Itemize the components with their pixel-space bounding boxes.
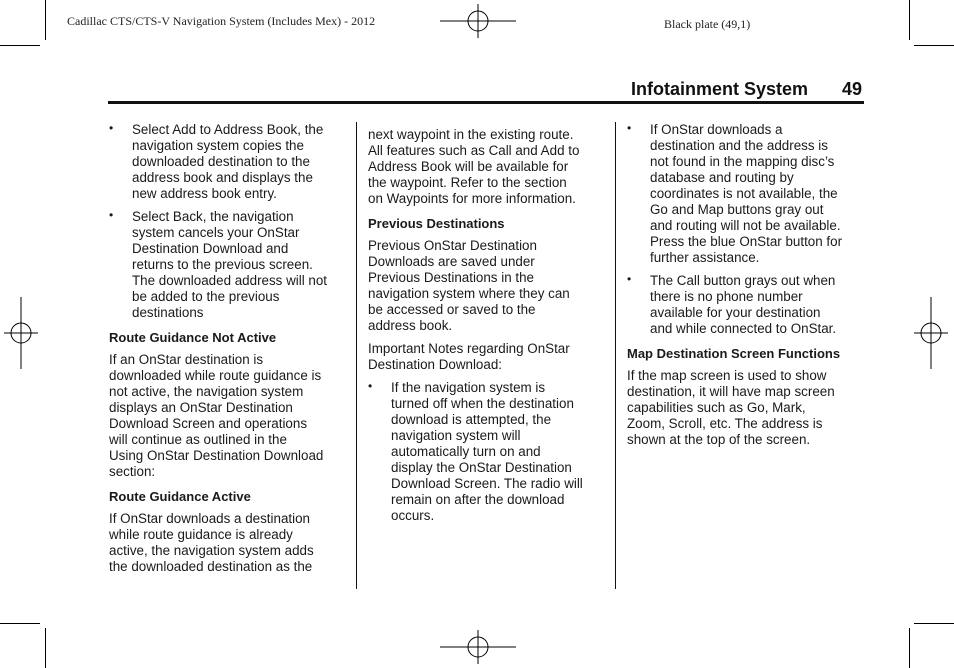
paragraph [109,352,349,480]
list-item [627,122,867,266]
subheading: Route Guidance Active [109,489,251,504]
crop-mark [0,623,40,624]
paragraph [109,511,349,575]
text-line: If OnStar downloads a [650,122,783,137]
column-divider [615,122,616,589]
text-line: system cancels your OnStar [132,225,300,240]
text-line: Select Back, the navigation [132,209,294,224]
text-line: Destination Download and [132,241,289,256]
paragraph [627,368,867,448]
text-line: shown at the top of the screen. [627,432,811,447]
page-number: 49 [842,79,863,99]
paragraph [368,341,608,373]
text-line: destination, it will have map screen [627,384,835,399]
column-1 [109,122,349,575]
text-line: the waypoint. Refer to the section [368,175,567,190]
text-line: while route guidance is already [109,527,293,542]
text-line: downloaded destination to the [132,154,310,169]
text-line: section: [109,464,156,479]
text-line: coordinates is not available, the [650,186,838,201]
bullet-glyph: • [368,379,373,393]
list-item [627,273,867,337]
text-line: Destination Download: [368,357,502,372]
crop-mark [45,0,46,40]
bullet-glyph: • [109,121,114,135]
document-title: Cadillac CTS/CTS-V Navigation System (Includes Mex) - 2012 [67,14,376,28]
text-line: available for your destination [650,305,821,320]
subheading: Route Guidance Not Active [109,330,277,345]
text-line: be added to the previous [132,289,280,304]
subheading: Map Destination Screen Functions [627,346,841,361]
registration-mark [440,4,516,38]
header-rule [108,101,864,104]
crop-mark [0,45,40,46]
text-line: Download Screen. The radio will [391,476,583,491]
text-line: on Waypoints for more information. [368,191,576,206]
plate-label: Black plate (49,1) [664,17,751,31]
text-line: navigation system where they can [368,286,570,301]
text-line: Previous Destinations in the [368,270,534,285]
text-line: and routing will not be available. [650,218,841,233]
text-line: address book. [368,318,453,333]
paragraph [368,238,608,334]
bullet-glyph: • [627,121,632,135]
section-title: Infotainment System [631,79,809,99]
column-divider [356,122,357,589]
text-line: Important Notes regarding OnStar [368,341,570,356]
text-line: If an OnStar destination is [109,352,264,367]
text-line: Downloads are saved under [368,254,535,269]
registration-mark [914,297,948,369]
text-line: Zoom, Scroll, etc. The address is [627,416,823,431]
column-2 [368,127,608,524]
list-item [368,380,608,524]
text-line: If the navigation system is [391,380,546,395]
text-line: display the OnStar Destination [391,460,572,475]
text-line: remain on after the download [391,492,565,507]
text-line: download is attempted, the [391,412,552,427]
text-line: Address Book will be available for [368,159,569,174]
text-line: next waypoint in the existing route. [368,127,574,142]
text-line: will continue as outlined in the [109,432,287,447]
text-line: Go and Map buttons gray out [650,202,824,217]
text-line: capabilities such as Go, Mark, [627,400,806,415]
text-line: be accessed or saved to the [368,302,536,317]
text-line: not found in the mapping disc’s [650,154,835,169]
text-line: All features such as Call and Add to [368,143,580,158]
text-line: address book and displays the [132,170,313,185]
text-line: new address book entry. [132,186,277,201]
text-line: not active, the navigation system [109,384,304,399]
text-line: downloaded while route guidance is [109,368,322,383]
list-item [109,209,349,321]
registration-mark [4,297,38,369]
text-line: and while connected to OnStar. [650,321,837,336]
text-line: occurs. [391,508,435,523]
text-line: active, the navigation system adds [109,543,314,558]
text-line: The downloaded address will not [132,273,328,288]
text-line: displays an OnStar Destination [109,400,293,415]
text-line: database and routing by [650,170,794,185]
text-line: returns to the previous screen. [132,257,313,272]
subheading: Previous Destinations [368,216,505,231]
crop-mark [914,45,954,46]
registration-mark [440,630,516,664]
list-item [109,122,349,202]
bullet-glyph: • [109,208,114,222]
text-line: Download Screen and operations [109,416,308,431]
text-line: turned off when the destination [391,396,574,411]
text-line: navigation system will [391,428,521,443]
crop-mark [909,628,910,668]
text-line: Using OnStar Destination Download [109,448,324,463]
column-3 [627,122,867,448]
text-line: destinations [132,305,204,320]
text-line: there is no phone number [650,289,803,304]
text-line: destination and the address is [650,138,828,153]
crop-mark [914,623,954,624]
paragraph [368,127,608,207]
text-line: the downloaded destination as the [109,559,313,574]
text-line: The Call button grays out when [650,273,836,288]
text-line: Press the blue OnStar button for [650,234,843,249]
text-line: If OnStar downloads a destination [109,511,310,526]
text-line: further assistance. [650,250,760,265]
text-line: Previous OnStar Destination [368,238,537,253]
crop-mark [45,628,46,668]
text-line: Select Add to Address Book, the [132,122,324,137]
bullet-glyph: • [627,272,632,286]
text-line: If the map screen is used to show [627,368,827,383]
crop-mark [909,0,910,40]
text-line: automatically turn on and [391,444,541,459]
text-line: navigation system copies the [132,138,304,153]
